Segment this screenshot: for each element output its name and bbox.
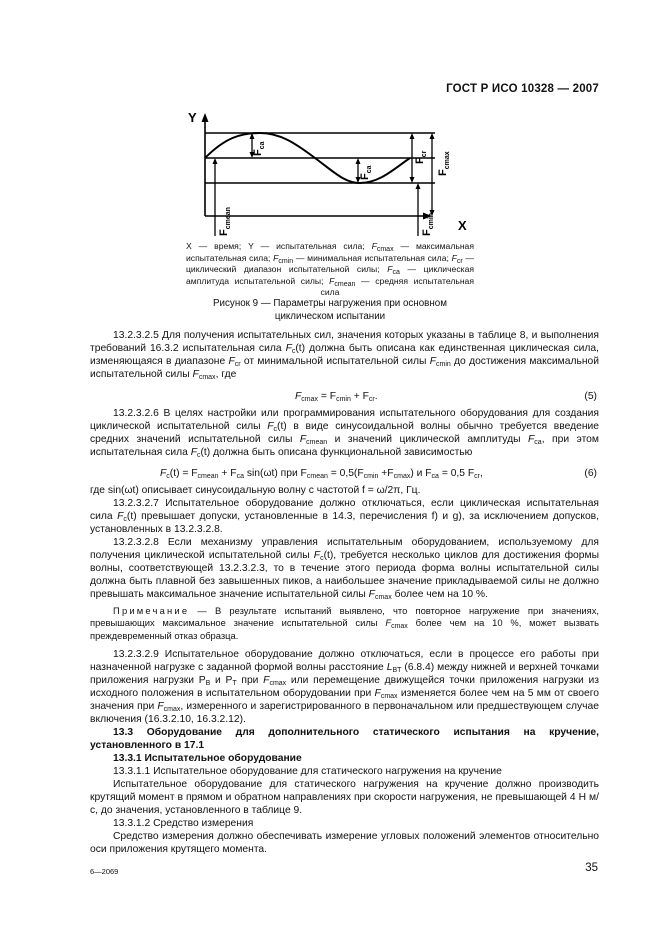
paragraph-13-2-3-2-6: 13.2.3.2.6 В целях настройки или программирования испытательного оборудования для создания циклической испытательной силы $F_c(t)$ в виде синусоидальной волны обычно требуется введение средних значений испытательной силы $F_{cmean}$ и значений циклической амплитуды $F_{ca}$, при этом испытательная сила $F_c(t)$ должна быть описана функциональной зависимостью: [90, 408, 599, 459]
paragraph-13-2-3-2-9: 13.2.3.2.9 Испытательное оборудование должно отключаться, если в процессе его работы при назначенной нагрузке с заданной формой волны расстояние $L_{BT}$ (6.8.4) между нижней и верхней точками приложения нагрузки $P_B$ и $P_T$ при $F_{cmax}$ или перемещение движущейся точки приложения нагрузки из исходного положения в испытательном оборудовании при $F_{cmax}$ изменяется более чем на 5 мм от своего значения при $F_{cmax}$, измеренного и зарегистрированного в первоначальном или предшествующем случае включения (16.3.2.10, 16.3.2.12).: [90, 649, 600, 725]
footer-print-code: 6—2069: [90, 867, 119, 876]
note: Примечание — В результате испытаний выявлено, что повторное нагружение при значениях, превышающих максимальное значение испытательной силы $F_{cmax}$ более чем на 10 %, может вызвать преждевременный отказ образца.: [90, 605, 599, 641]
equation-6: $F_c(t) = F_{cmean} + F_{ca}$ sin(ωt) при $F_{cmean} = 0,5(F_{cmin} +F_{cmax})$ и $F_{ca} = 0,5$ $F_{cr}$, (6): [160, 468, 597, 480]
page-number: 35: [585, 862, 598, 874]
section-13-3-1-heading: 13.3.1 Испытательное оборудование: [113, 753, 302, 764]
note-label: Примечание: [113, 605, 190, 616]
paragraph-13-3-1-2: Средство измерения должно обеспечивать измерение угловых положений элементов относительно оси приложения крутящего момента.: [90, 831, 599, 855]
figure-caption: Рисунок 9 — Параметры нагружения при основном циклическом испытании: [213, 298, 447, 322]
fcmin-label: $F_{cmin}$: [421, 212, 435, 236]
section-13-3-heading: 13.3 Оборудование для дополнительного статического испытания на кручение, установленного в 17.1: [90, 727, 599, 751]
section-13-3-1-1-heading: 13.3.1.1 Испытательное оборудование для статического нагружения на кручение: [113, 766, 502, 777]
equation-6-number: (6): [584, 468, 597, 479]
figure-legend: X — время; Y — испытательная сила; $F_{cmax}$ — максимальная испытательная сила; $F_{cmin}$ — минимальная испытательная сила; $F_{cr}$ — циклический диапазон испытательной силы; $F_{ca}$ — циклическая амплитуда испытательной силы; $F_{cmean}$ — средняя испытательная сила: [186, 241, 475, 298]
y-axis-label: Y: [188, 110, 197, 125]
fcmax-label: $F_{cmax}$: [437, 151, 451, 176]
section-13-3-1-2-heading: 13.3.1.2 Средство измерения: [113, 818, 254, 829]
fca-lower-label: $F_{ca}$: [359, 165, 373, 180]
x-axis-label: X: [458, 218, 467, 233]
fcr-label: $F_{cr}$: [414, 150, 428, 164]
equation-5: $F_{cmax} = F_{cmin} + F_{cr}$. (5): [295, 391, 597, 403]
equation-5-number: (5): [584, 391, 597, 402]
figure-9-diagram: [180, 108, 480, 238]
paragraph-13-2-3-2-7: 13.2.3.2.7 Испытательное оборудование должно отключаться, если циклическая испытательная сила $F_c(t)$ превышает допуски, установленные в 14.3, перечисления f) и g), за исключением допусков, установленных в 13.2.3.2.8.: [90, 498, 600, 535]
sin-definition: где sin(ωt) описывает синусоидальную волну с частотой f = ω/2π, Гц.: [90, 485, 421, 496]
paragraph-13-2-3-2-5: 13.2.3.2.5 Для получения испытательных сил, значения которых указаны в таблице 8, и выполнения требований 16.3.2 испытательная сила $F_c(t)$ должна быть описана как единственная циклическая сила, изменяющаяся в диапазоне $F_{cr}$ от минимальной испытательной силы $F_{cmin}$ до достижения максимальной испытательной силы $F_{cmax}$, где: [90, 330, 599, 381]
document-header: ГОСТ Р ИСО 10328 — 2007: [446, 83, 599, 95]
paragraph-13-2-3-2-8: 13.2.3.2.8 Если механизму управления испытательным оборудованием, используемому для получения циклической испытательной силы $F_c(t)$, требуется несколько циклов для достижения формы волны, соответствующей 13.2.3.2.3, то в течение этого периода форма волны испытательной силы должна быть плавной без завышенных пиков, а наибольшее значение прикладываемой силы не должно превышать максимальное значение испытательной силы $F_{cmax}$ более чем на 10 %.: [90, 537, 599, 601]
fcmean-label: $F_{cmean}$: [218, 207, 232, 236]
paragraph-13-3-1-1: Испытательное оборудование для статического нагружения на кручение должно производить крутящий момент в прямом и обратном направлениях при скорости нагружения, не превышающей 4 Н м/с, до значения, установленного в таблице 9.: [90, 779, 599, 816]
y-axis-arrow: [202, 113, 209, 122]
fca-label: $F_{ca}$: [252, 141, 266, 156]
